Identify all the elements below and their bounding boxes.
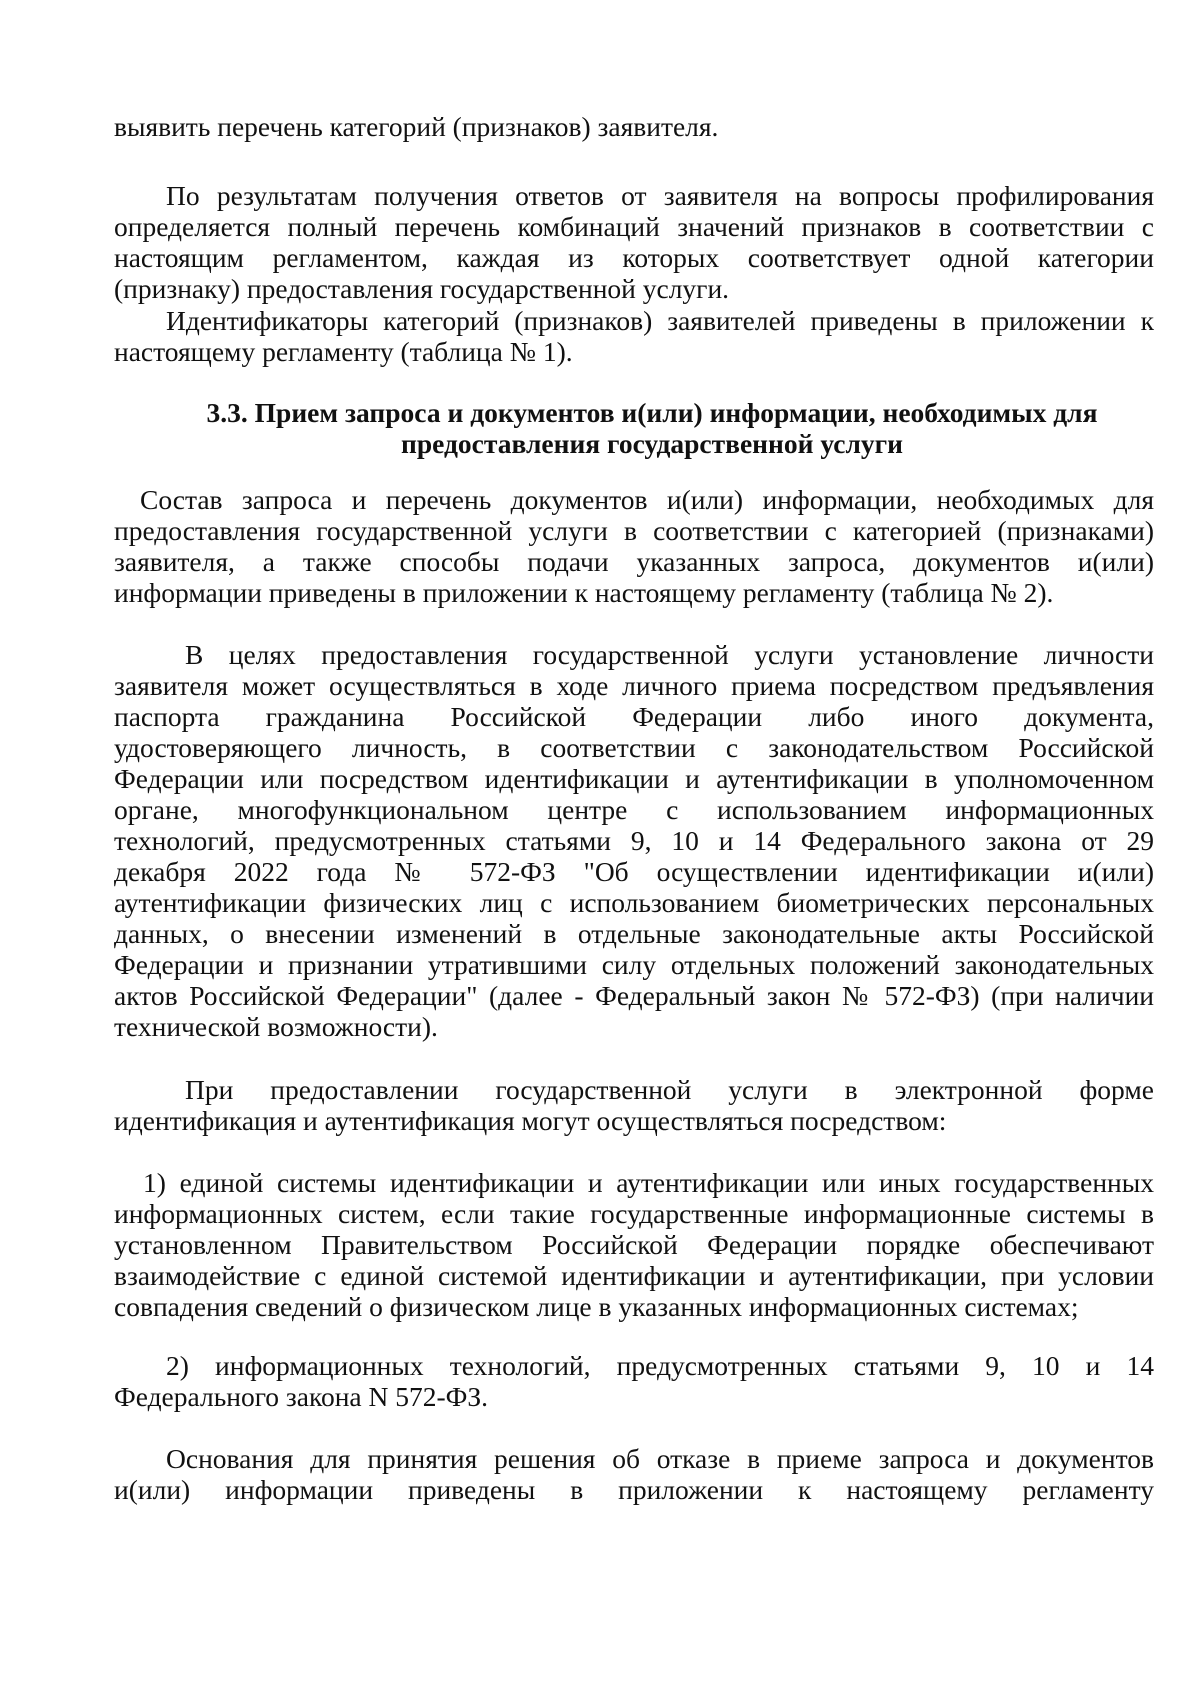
paragraph-line: и(или) информации приведены в приложении к настоящему регламенту xyxy=(114,1474,1154,1505)
paragraph-line: В целях предоставления государственной услуги установление личности xyxy=(185,639,1154,670)
list-item: 1) единой системы идентификации и аутентификации или иных государственных xyxy=(143,1167,1154,1198)
paragraph-line: декабря 2022 года № 572-ФЗ "Об осуществлении идентификации и(или) xyxy=(114,856,1154,887)
paragraph-line: настоящим регламентом, каждая из которых соответствует одной категории xyxy=(114,242,1154,273)
list-item-line: взаимодействие с единой системой идентификации и аутентификации, при условии xyxy=(114,1260,1154,1291)
paragraph-line: паспорта гражданина Российской Федерации либо иного документа, xyxy=(114,701,1154,732)
list-item-line: информационных систем, если такие государственные информационные системы в xyxy=(114,1198,1154,1229)
list-item-line: Федерального закона N 572-ФЗ. xyxy=(114,1381,489,1412)
list-item-line: установленном Правительством Российской Федерации порядке обеспечивают xyxy=(114,1229,1154,1260)
paragraph-line: выявить перечень категорий (признаков) заявителя. xyxy=(114,111,719,142)
paragraph-line: (признаку) предоставления государственной услуги. xyxy=(114,273,730,304)
paragraph-line: аутентификации физических лиц с использованием биометрических персональных xyxy=(114,887,1154,918)
paragraph-line: органе, многофункциональном центре с использованием информационных xyxy=(114,794,1154,825)
paragraph-line: технологий, предусмотренных статьями 9, 10 и 14 Федерального закона от 29 xyxy=(114,825,1154,856)
list-item: 2) информационных технологий, предусмотренных статьями 9, 10 и 14 xyxy=(166,1350,1154,1381)
paragraph-line: Состав запроса и перечень документов и(или) информации, необходимых для xyxy=(140,484,1154,515)
section-heading: 3.3. Прием запроса и документов и(или) информации, необходимых для xyxy=(206,397,1098,428)
paragraph-line: Основания для принятия решения об отказе в приеме запроса и документов xyxy=(166,1443,1154,1474)
paragraph-line: предоставления государственной услуги в соответствии с категорией (признаками) xyxy=(114,515,1154,546)
paragraph-line: информации приведены в приложении к настоящему регламенту (таблица № 2). xyxy=(114,577,1054,608)
paragraph-line: определяется полный перечень комбинаций значений признаков в соответствии с xyxy=(114,211,1154,242)
paragraph-line: удостоверяющего личность, в соответствии с законодательством Российской xyxy=(114,732,1154,763)
paragraph-line: Федерации или посредством идентификации и аутентификации в уполномоченном xyxy=(114,763,1154,794)
paragraph-line: актов Российской Федерации" (далее - Федеральный закон № 572-ФЗ) (при наличии xyxy=(114,980,1154,1011)
paragraph-line: При предоставлении государственной услуги в электронной форме xyxy=(185,1074,1154,1105)
list-item-line: совпадения сведений о физическом лице в указанных информационных системах; xyxy=(114,1291,1079,1322)
section-heading: предоставления государственной услуги xyxy=(401,428,903,459)
paragraph-line: технической возможности). xyxy=(114,1011,438,1042)
paragraph-line: идентификация и аутентификация могут осуществляться посредством: xyxy=(114,1105,947,1136)
paragraph-line: Идентификаторы категорий (признаков) заявителей приведены в приложении к xyxy=(166,305,1154,336)
paragraph-line: настоящему регламенту (таблица № 1). xyxy=(114,336,573,367)
paragraph-line: По результатам получения ответов от заявителя на вопросы профилирования xyxy=(166,180,1154,211)
paragraph-line: Федерации и признании утратившими силу отдельных положений законодательных xyxy=(114,949,1154,980)
paragraph-line: заявителя, а также способы подачи указанных запроса, документов и(или) xyxy=(114,546,1154,577)
paragraph-line: данных, о внесении изменений в отдельные законодательные акты Российской xyxy=(114,918,1154,949)
paragraph-line: заявителя может осуществляться в ходе личного приема посредством предъявления xyxy=(114,670,1154,701)
